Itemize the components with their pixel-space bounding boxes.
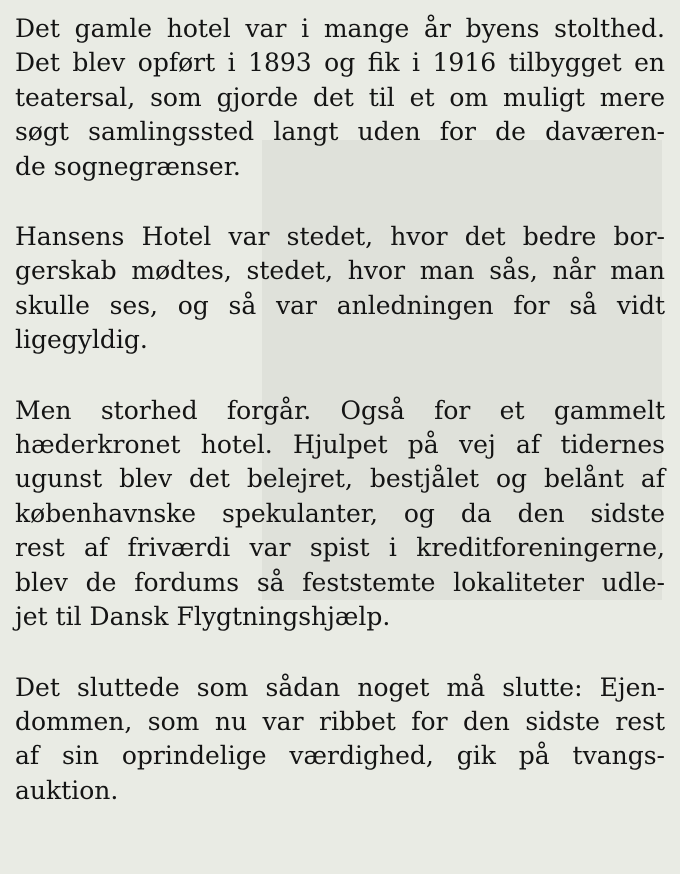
text-line: rest af friværdi var spist i kreditforeningerne, xyxy=(15,533,665,563)
text-line: københavnske spekulanter, og da den sidste xyxy=(15,498,665,528)
text-line: hæderkronet hotel. Hjulpet på vej af tidernes xyxy=(15,430,665,460)
text-line: Men storhed forgår. Også for et gammelt xyxy=(15,395,665,425)
text-line: af sin oprindelige værdighed, gik på tvangs- xyxy=(15,741,665,771)
text-line: auktion. xyxy=(15,775,119,805)
text-line: Hansens Hotel var stedet, hvor det bedre bor- xyxy=(15,222,665,252)
paragraph-3 xyxy=(15,394,665,635)
text-line: søgt samlingssted langt uden for de daværen- xyxy=(15,117,665,147)
paragraph-1 xyxy=(15,12,665,184)
text-line: teatersal, som gjorde det til et om muligt mere xyxy=(15,82,665,112)
text-line: Det sluttede som sådan noget må slutte: Ejen- xyxy=(15,672,665,702)
paragraph-4 xyxy=(15,671,665,809)
text-line: de sognegrænser. xyxy=(15,151,241,181)
text-line: skulle ses, og så var anledningen for så vidt xyxy=(15,290,665,320)
text-line: gerskab mødtes, stedet, hvor man sås, når man xyxy=(15,256,665,286)
text-line: jet til Dansk Flygtningshjælp. xyxy=(15,602,391,632)
paragraph-2 xyxy=(15,220,665,358)
text-line: ligegyldig. xyxy=(15,325,148,355)
text-line: dommen, som nu var ribbet for den sidste rest xyxy=(15,706,665,736)
text-line: ugunst blev det belejret, bestjålet og belånt af xyxy=(15,464,665,494)
text-line: Det blev opført i 1893 og fik i 1916 tilbygget en xyxy=(15,48,665,78)
text-line: Det gamle hotel var i mange år byens stolthed. xyxy=(15,14,665,43)
text-line: blev de fordums så feststemte lokaliteter udle- xyxy=(15,567,665,597)
document-page xyxy=(15,12,665,844)
